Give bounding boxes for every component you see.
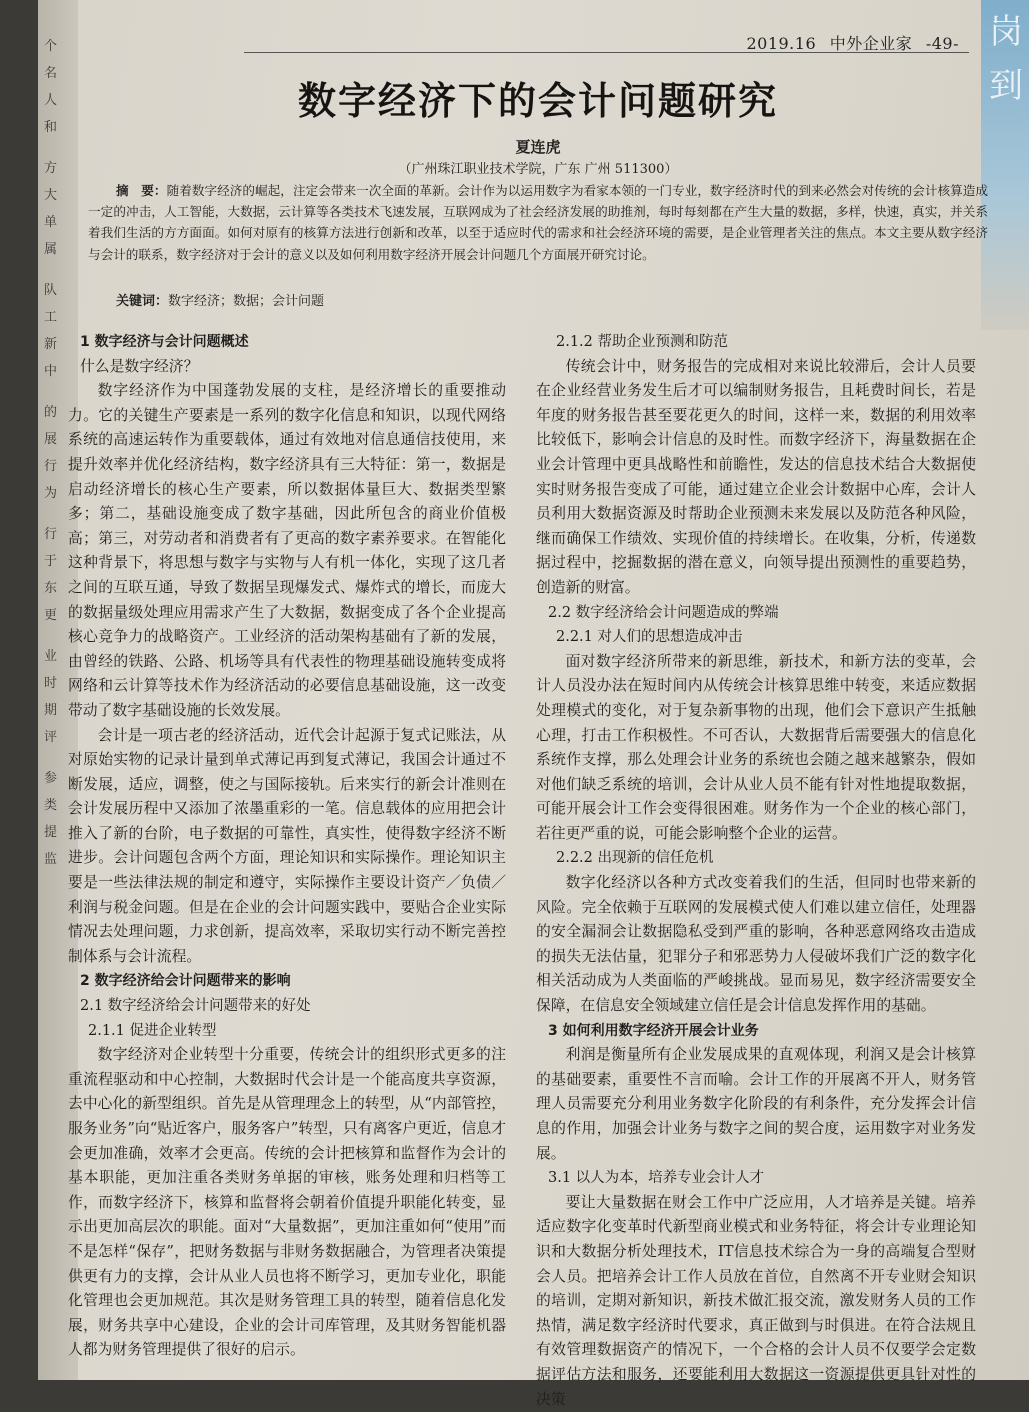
running-header: [746, 31, 959, 54]
margin-fragment: 和: [44, 120, 58, 135]
section-heading-1: 1 数字经济与会计问题概述: [80, 334, 249, 350]
margin-fragment: 于: [44, 554, 58, 569]
subsection-heading-2-1: 2.1 数字经济给会计问题带来的好处: [80, 998, 311, 1015]
author-affiliation: （广州珠江职业技术学院，广东 广州 511300）: [398, 162, 678, 177]
subsubsection-heading-2-1-2: 2.1.2 帮助企业预测和防范: [556, 334, 729, 350]
abstract-label: 摘 要：: [116, 183, 167, 198]
margin-fragment: 展: [44, 432, 58, 447]
abstract: [88, 180, 988, 265]
margin-fragment: 中: [44, 364, 58, 379]
section-question: 什么是数字经济？: [80, 357, 199, 375]
margin-fragment: 名: [44, 66, 58, 81]
margin-fragment: 更: [44, 608, 58, 623]
keywords-label: 关键词：: [116, 294, 169, 309]
margin-fragment: 类: [44, 798, 58, 813]
margin-fragment: 东: [44, 581, 58, 596]
issue-number: 2019.16: [746, 34, 817, 53]
paragraph: 数字经济对企业转型十分重要，传统会计的组织形式更多的注重流程驱动和中心控制，大数据时代会计是一个能高度共享资源，去中心化的新型组织。首先是从管理理念上的转型，从“内部管控，服务业务”向“贴近客户，服务客户”转型，只有离客户更近，信息才会更加准确，效率才会更高。传统的会计把核算和监督作为会计的基本职能，更加注重各类财务单据的审核，账务处理和归档等工作，而数字经济下，核算和监督将会朝着价值提升职能化转变，显示出更加高层次的职能。面对“大量数据”，更加注重如何“使用”而不是怎样“保存”，把财务数据与非财务数据融合，为管理者决策提供更有力的支撑，会计从业人员也将不断学习，更加专业化，职能化管理也会更加规范。其次是财务管理工具的转型，随着信息化发展，财务共享中心建设，企业的会计司库管理，及其财务智能机器人都为财务管理提供了很好的启示。: [68, 1046, 506, 1359]
margin-fragment: 业: [44, 649, 58, 664]
section-heading-2: 2 数字经济给会计问题带来的影响: [80, 973, 291, 990]
section-heading-3: 3 如何利用数字经济开展会计业务: [548, 1022, 759, 1039]
journal-name: 中外企业家: [829, 34, 913, 53]
subsection-heading-2-2: 2.2 数字经济给会计问题造成的弊端: [548, 604, 779, 621]
margin-fragment: 为: [44, 486, 58, 501]
subsubsection-heading-2-1-1: 2.1.1 促进企业转型: [88, 1022, 217, 1039]
journal-page: [38, 0, 1029, 1408]
keywords: [116, 290, 324, 309]
paragraph: 利润是衡量所有企业发展成果的直观体现，利润又是会计核算的基础要素，重要性不言而喻。会计工作的开展离不开人，财务管理人员需要充分利用业务数字化阶段的有利条件，充分发挥会计信息的作用，加强会计业务与数字之间的契合度，运用数字对业务发展。: [536, 1046, 976, 1162]
margin-fragment: 监: [44, 852, 58, 867]
subsubsection-heading-2-2-1: 2.2.1 对人们的思想造成冲击: [556, 629, 743, 646]
paragraph: 数字经济作为中国蓬勃发展的支柱，是经济增长的重要推动力。它的关键生产要素是一系列的数字化信息和知识，以现代网络系统的高速运转作为重要载体，通过有效地对信息通信技使用，来提升效率并优化经济结构，数字经济具有三大特征：第一，数据是启动经济增长的核心生产要素，所以数据体量巨大、数据类型繁多；第二，基础设施变成了数字基础，因此所包含的商业价值极高；第三，对劳动者和消费者有了更高的数字素养要求。在智能化这种背景下，将思想与数字与实物与人有机一体化，实现了这几者之间的互联互通，导致了数据呈现爆发式、爆炸式的增长，而庞大的数据量级处理应用需求产生了大数据，数据变成了各个企业提高核心竞争力的战略资产。工业经济的活动架构基础有了新的发展，由曾经的铁路、公路、机场等具有代表性的物理基础设施转变成将网络和云计算等技术作为经济活动的必要信息基础设施，这一改变带动了数字基础设施的长效发展。: [68, 382, 506, 719]
margin-fragment: 大: [44, 188, 58, 203]
margin-fragment: 到: [989, 66, 1023, 106]
left-column: [68, 330, 506, 1363]
margin-fragment: 属: [44, 242, 58, 257]
subsubsection-heading-2-2-2: 2.2.2 出现新的信任危机: [556, 850, 714, 867]
margin-fragment: 岗: [989, 12, 1023, 52]
paragraph: 会计是一项古老的经济活动，近代会计起源于复式记账法，从对原始实物的记录计量到单式薄记再到复式薄记，我国会计通过不断发展，适应，调整，使之与国际接轨。后来实行的新会计准则在会计发展历程中又添加了浓墨重彩的一笔。信息载体的应用把会计推入了新的台阶，电子数据的可靠性，真实性，使得数字经济不断进步。会计问题包含两个方面，理论知识和实际操作。理论知识主要是一些法律法规的制定和遵守，实际操作主要设计资产／负债／利润与税金问题。但是在企业的会计问题实践中，要贴合企业实际情况去处理问题，力求创新，提高效率，采取切实行动不断完善控制体系与会计流程。: [68, 726, 506, 965]
paragraph: 传统会计中，财务报告的完成相对来说比较滞后，会计人员要在企业经营业务发生后才可以编制财务报告，且耗费时间长，若是年度的财务报告甚至要花更久的时间，这样一来，数据的利用效率比较低下，影响会计信息的及时性。而数字经济下，海量数据在企业会计管理中更具战略性和前瞻性，发达的信息技术结合大数据使实时财务报告变成了可能，通过建立企业会计数据中心库，会计人员利用大数据资源及时帮助企业预测未来发展以及防范各种风险，继而确保工作绩效、实现价值的持续增长。在收集，分析，传递数据过程中，挖掘数据的潜在意义，向领导提出预测性的重要趋势，创造新的财富。: [536, 357, 976, 596]
margin-fragment: 期: [44, 703, 58, 718]
adjacent-page-corner: [981, 0, 1029, 330]
subsection-heading-3-1: 3.1 以人为本，培养专业会计人才: [548, 1170, 765, 1187]
paragraph: 数字化经济以各种方式改变着我们的生活，但同时也带来新的风险。完全依赖于互联网的发展模式使人们难以建立信任，处理器的安全漏洞会让数据隐私受到严重的影响，各种恶意网络攻击造成的损失无法估量，犯罪分子和邪恶势力人侵破坏我们广泛的数字化相关活动成为人类面临的严峻挑战。显而易见，数字经济需要安全保障，在信息安全领域建立信任是会计信息发挥作用的基础。: [536, 874, 976, 1015]
header-rule: [244, 52, 969, 53]
margin-fragment: 个: [44, 39, 58, 54]
keywords-text: 数字经济；数据；会计问题: [168, 294, 325, 309]
author-name: 夏连虎: [515, 138, 561, 156]
margin-fragment: 时: [44, 676, 58, 691]
abstract-text: 随着数字经济的崛起，注定会带来一次全面的革新。会计作为以运用数字为看家本领的一门专业，数字经济时代的到来必然会对传统的会计核算造成一定的冲击，人工智能，大数据，云计算等各类技术飞速发展，互联网成为了社会经济发展的助推剂，每时每刻都在产生大量的数据，多样，快速，真实，并关系着我们生活的方方面面。如何对原有的核算方法进行创新和改革，以至于适应时代的需求和社会经济环境的需要，是企业管理者关注的焦点。本文主要从数字经济与会计的联系，数字经济对于会计的意义以及如何利用数字经济开展会计问题几个方面展开研究讨论。: [88, 183, 989, 262]
paragraph: 要让大量数据在财会工作中广泛应用，人才培养是关键。培养适应数字化变革时代新型商业模式和业务特征，将会计专业理论知识和大数据分析处理技术，IT信息技术综合为一身的高端复合型财会人员。把培养会计工作人员放在首位，自然离不开专业财会知识的培训，定期对新知识，新技术做汇报交流，激发财务人员的工作热情，满足数字经济时代要求，真正做到与时俱进。在符合法规且有效管理数据资产的情况下，一个合格的会计人员不仅要学会定数据评估方法和服务，还要能利用大数据这一资源提供更具针对性的决策: [536, 1193, 976, 1408]
margin-fragment: 工: [44, 310, 58, 325]
page-number: -49-: [925, 34, 959, 53]
margin-fragment: 方: [44, 161, 58, 176]
margin-fragment: 队: [44, 283, 58, 298]
margin-fragment: 评: [44, 730, 58, 745]
margin-fragment: 单: [44, 215, 58, 230]
margin-fragment: 的: [44, 405, 58, 420]
margin-fragment: 行: [44, 459, 58, 474]
margin-fragment: 新: [44, 337, 58, 352]
right-column: [536, 330, 976, 1412]
article-title: 数字经济下的会计问题研究: [297, 79, 778, 123]
margin-fragment: 提: [44, 825, 58, 840]
margin-fragment: 行: [44, 527, 58, 542]
paragraph: 面对数字经济所带来的新思维，新技术，和新方法的变革，会计人员没办法在短时间内从传统会计核算思维中转变，来适应数据处理模式的变化，对于复杂新事物的出现，他们会下意识产生抵触心理，打击工作积极性。不可否认，大数据背后需要强大的信息化系统作支撑，那么处理会计业务的系统也会随之越来越繁杂，假如对他们缺乏系统的培训，会计从业人员不能有针对性地提取数据，可能开展会计工作会变得很困难。财务作为一个企业的核心部门，若往更严重的说，可能会影响整个企业的运营。: [536, 652, 976, 842]
margin-fragment: 参: [44, 771, 58, 786]
margin-fragment: 人: [44, 93, 58, 108]
